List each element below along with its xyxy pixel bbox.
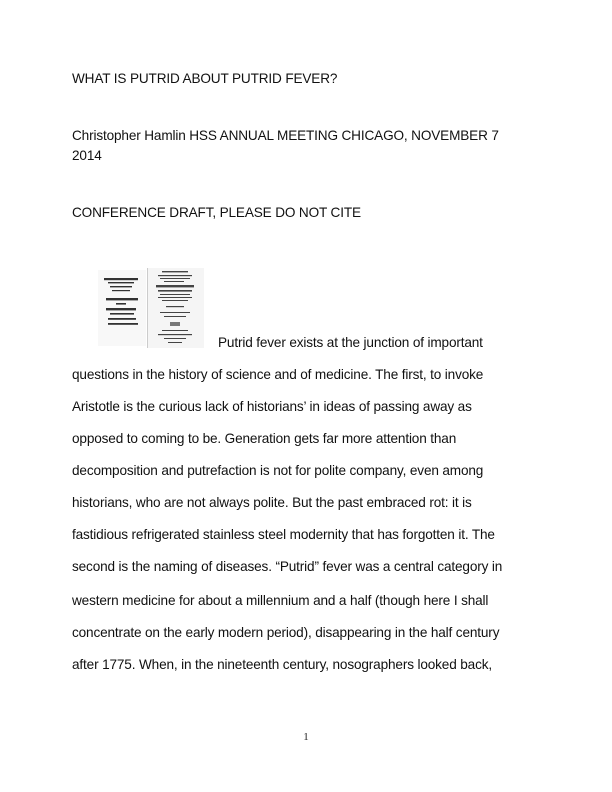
- body-line-8: second is the naming of diseases. “Putrid” fever was a central category in: [72, 559, 503, 574]
- body-line-7: fastidious refrigerated stainless steel modernity that has forgotten it. The: [72, 527, 495, 542]
- book-title-pages-image: [98, 268, 206, 348]
- body-line-5: decomposition and putrefaction is not for polite company, even among: [72, 463, 484, 478]
- body-line-3: Aristotle is the curious lack of historians’ in ideas of passing away as: [72, 399, 472, 414]
- body-line-1: Putrid fever exists at the junction of important: [218, 335, 483, 350]
- body-line-2: questions in the history of science and of medicine. The first, to invoke: [72, 367, 484, 382]
- draft-notice: CONFERENCE DRAFT, PLEASE DO NOT CITE: [72, 205, 361, 220]
- author-byline: Christopher Hamlin HSS ANNUAL MEETING CHICAGO, NOVEMBER 7: [72, 128, 499, 143]
- body-line-6: historians, who are not always polite. But the past embraced rot: it is: [72, 495, 472, 510]
- page-number: 1: [303, 731, 309, 743]
- body-line-9: western medicine for about a millennium and a half (though here I shall: [72, 593, 489, 608]
- author-byline-year: 2014: [72, 148, 102, 163]
- document-title: WHAT IS PUTRID ABOUT PUTRID FEVER?: [72, 71, 338, 86]
- body-line-4: opposed to coming to be. Generation gets far more attention than: [72, 431, 457, 446]
- body-line-10: concentrate on the early modern period), disappearing in the half century: [72, 625, 500, 640]
- body-line-11: after 1775. When, in the nineteenth century, nosographers looked back,: [72, 657, 492, 672]
